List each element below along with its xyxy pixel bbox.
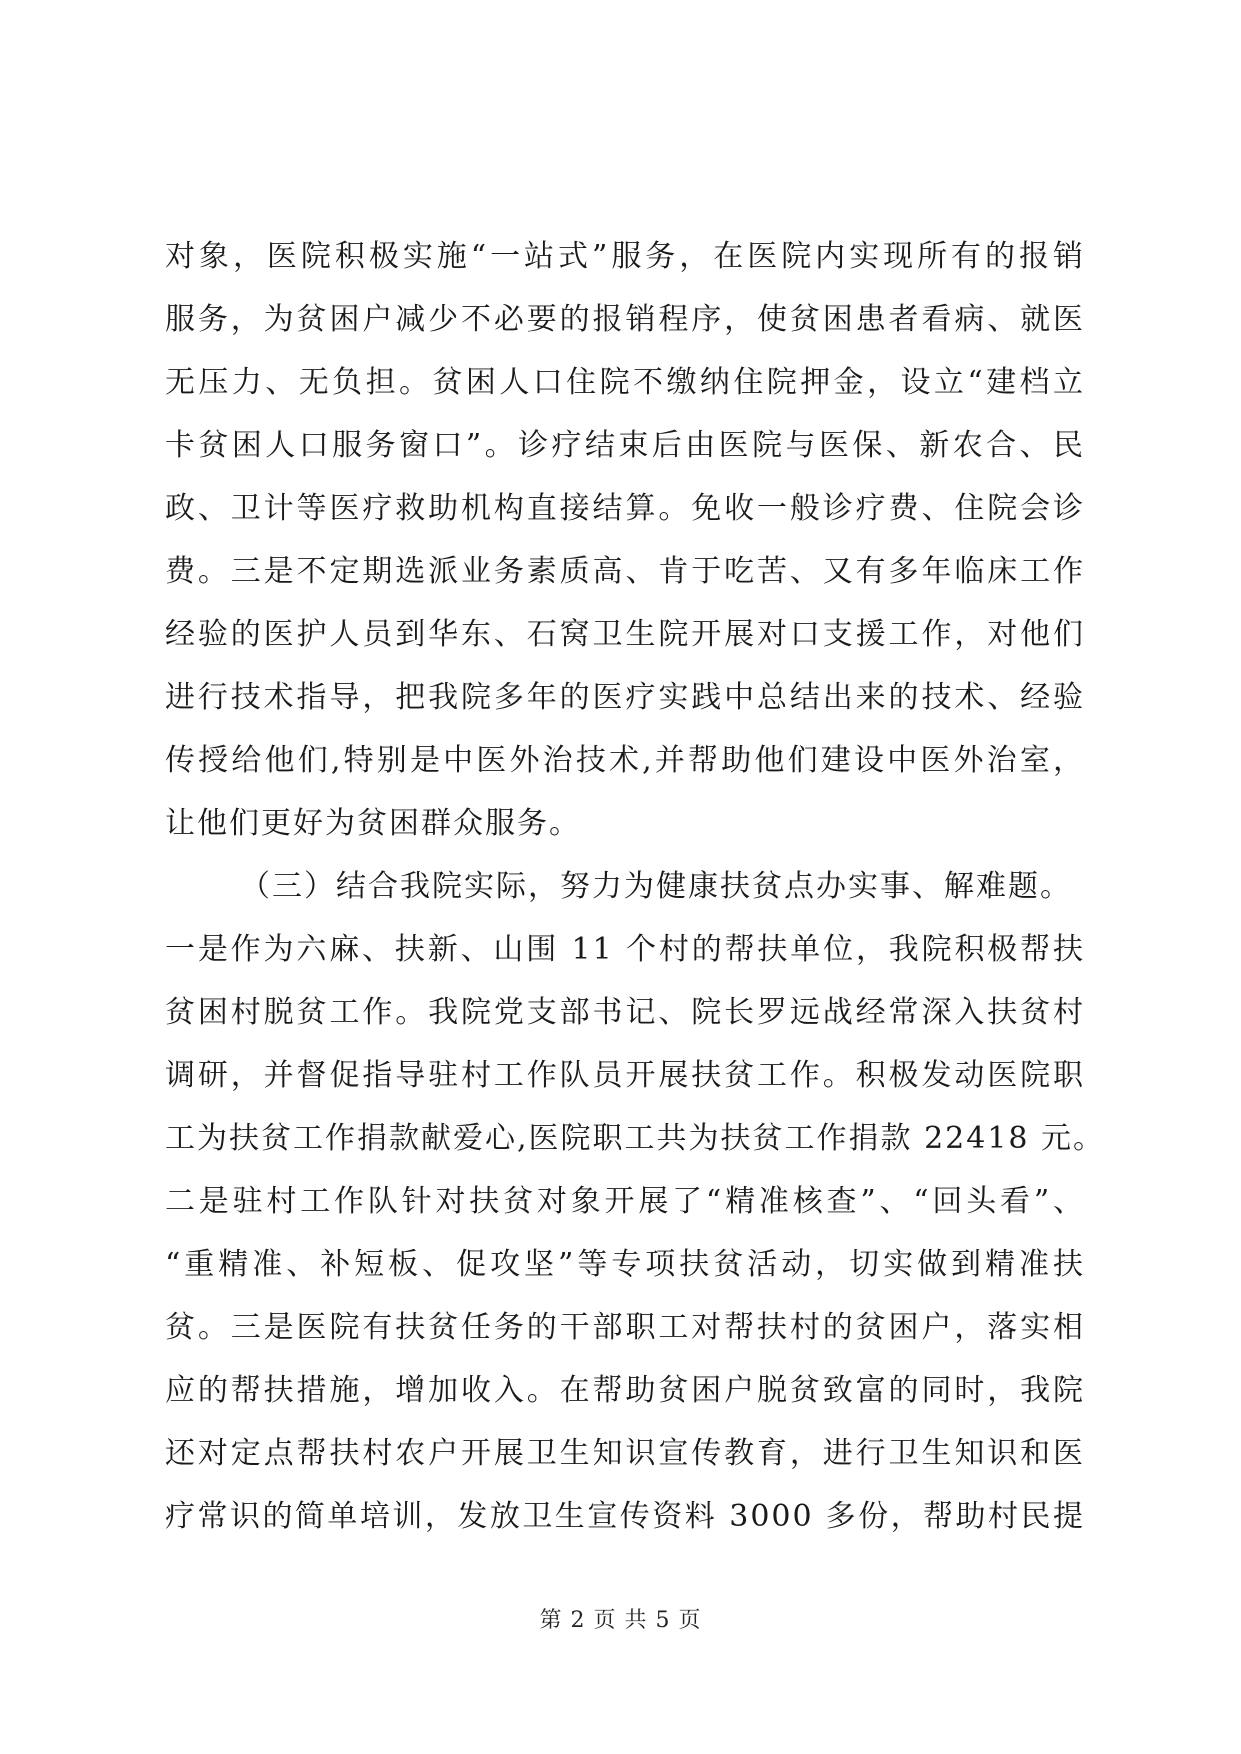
text-line: 应的帮扶措施，增加收入。在帮助贫困户脱贫致富的同时，我院 [165,1373,1085,1408]
text-line: 贫。三是医院有扶贫任务的干部职工对帮扶村的贫困户，落实相 [165,1310,1085,1345]
text-line-paragraph-end: 让他们更好为贫困群众服务。 [165,806,581,841]
text-line: 经验的医护人员到华东、石窝卫生院开展对口支援工作，对他们 [165,617,1085,652]
text-line: 无压力、无负担。贫困人口住院不缴纳住院押金，设立“建档立 [165,365,1085,400]
page-number-footer: 第 2 页 共 5 页 [539,1608,702,1633]
text-line: 卡贫困人口服务窗口”。诊疗结束后由医院与医保、新农合、民 [165,428,1085,463]
text-line: 工为扶贫工作捐款献爱心,医院职工共为扶贫工作捐款 22418 元。 [165,1121,1106,1156]
text-line: 还对定点帮扶村农户开展卫生知识宣传教育，进行卫生知识和医 [165,1436,1085,1471]
body-text [165,225,1106,1548]
text-line: 贫困村脱贫工作。我院党支部书记、院长罗远战经常深入扶贫村 [165,995,1085,1030]
text-line: 对象，医院积极实施“一站式”服务，在医院内实现所有的报销 [165,239,1085,274]
text-line: 疗常识的简单培训，发放卫生宣传资料 3000 多份，帮助村民提 [165,1499,1085,1534]
text-line: 服务，为贫困户减少不必要的报销程序，使贫困患者看病、就医 [165,302,1085,337]
text-line: 二是驻村工作队针对扶贫对象开展了“精准核查”、“回头看”、 [165,1184,1085,1219]
text-line: 政、卫计等医疗救助机构直接结算。免收一般诊疗费、住院会诊 [165,491,1085,526]
text-line: 进行技术指导，把我院多年的医疗实践中总结出来的技术、经验 [165,680,1085,715]
section-heading-line: （三）结合我院实际，努力为健康扶贫点办实事、解难题。 [240,869,1072,904]
text-line: “重精准、补短板、促攻坚”等专项扶贫活动，切实做到精准扶 [165,1247,1085,1282]
text-line: 一是作为六麻、扶新、山围 11 个村的帮扶单位，我院积极帮扶 [165,932,1085,967]
text-line: 费。三是不定期选派业务素质高、肯于吃苦、又有多年临床工作 [165,554,1085,589]
text-line: 调研，并督促指导驻村工作队员开展扶贫工作。积极发动医院职 [165,1058,1085,1093]
text-line: 传授给他们,特别是中医外治技术,并帮助他们建设中医外治室， [165,743,1085,778]
